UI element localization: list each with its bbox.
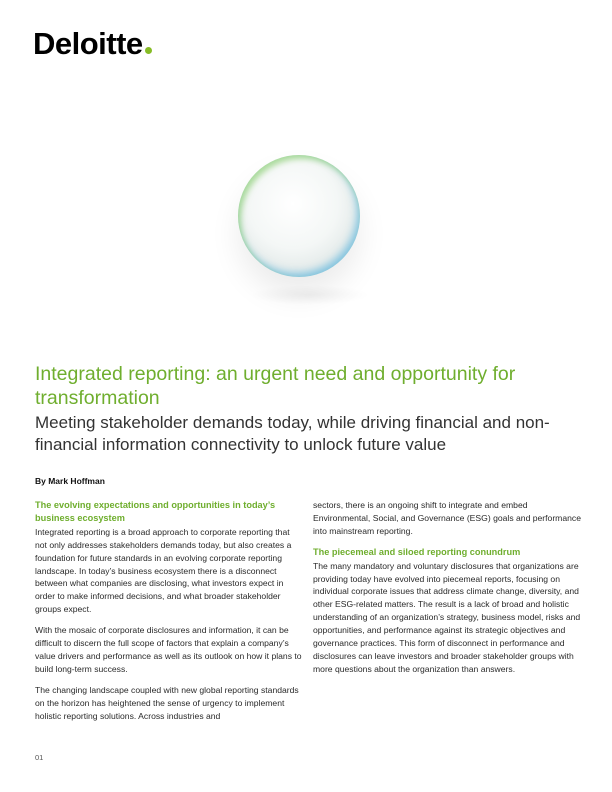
logo-green-dot <box>145 47 152 54</box>
glass-sphere-image <box>238 155 360 277</box>
sphere-shadow <box>250 285 370 305</box>
paragraph: Integrated reporting is a broad approach to corporate reporting that not only addresses stakeholders demands today, but also creates a foundation for future standards in an evolving corporate reporting landscape. In today’s business ecosystem there is a disconnect between what companies are disclosing, what investors expect in order to make informed decisions, and what broader stakeholder groups expect. <box>35 526 292 615</box>
paragraph: The changing landscape coupled with new global reporting standards on the horizon has heightened the sense of urgency to implement holistic reporting solutions. Across industries and <box>35 684 299 721</box>
byline: By Mark Hoffman <box>35 476 105 486</box>
deloitte-logo <box>33 28 152 59</box>
section-heading-evolving-expectations: The evolving expectations and opportunities in today’s business ecosystem <box>35 500 276 523</box>
right-column <box>313 499 581 684</box>
page-subtitle: Meeting stakeholder demands today, while driving financial and non-financial information connectivity to unlock future value <box>35 413 550 454</box>
left-column <box>35 499 303 731</box>
paragraph: The many mandatory and voluntary disclosures that organizations are providing today have evolved into piecemeal reports, focusing on individual corporate issues that address climate change, diversity, and other ESG-related matters. The result is a lack of broad and holistic understanding of an organization’s strategy, business model, risks and opportunities, and performance against its strategic objectives and governance practices. This form of disconnect in performance and disclosures can leave investors and broader stakeholder groups with more questions about the organization than answers. <box>313 560 581 674</box>
page-title: Integrated reporting: an urgent need and opportunity for transformation <box>35 363 516 409</box>
page-number: 01 <box>35 753 44 762</box>
paragraph-continuation: sectors, there is an ongoing shift to integrate and embed Environmental, Social, and Governance (ESG) goals and performance into mainstream reporting. <box>313 500 581 536</box>
section-heading-piecemeal-reporting: The piecemeal and siloed reporting conundrum <box>313 546 521 557</box>
paragraph: With the mosaic of corporate disclosures and information, it can be difficult to discern the full scope of factors that explain a company’s value drivers and performance as well as its outlook on how it plans to build long-term success. <box>35 625 302 674</box>
logo-text: Deloitte <box>33 26 143 61</box>
